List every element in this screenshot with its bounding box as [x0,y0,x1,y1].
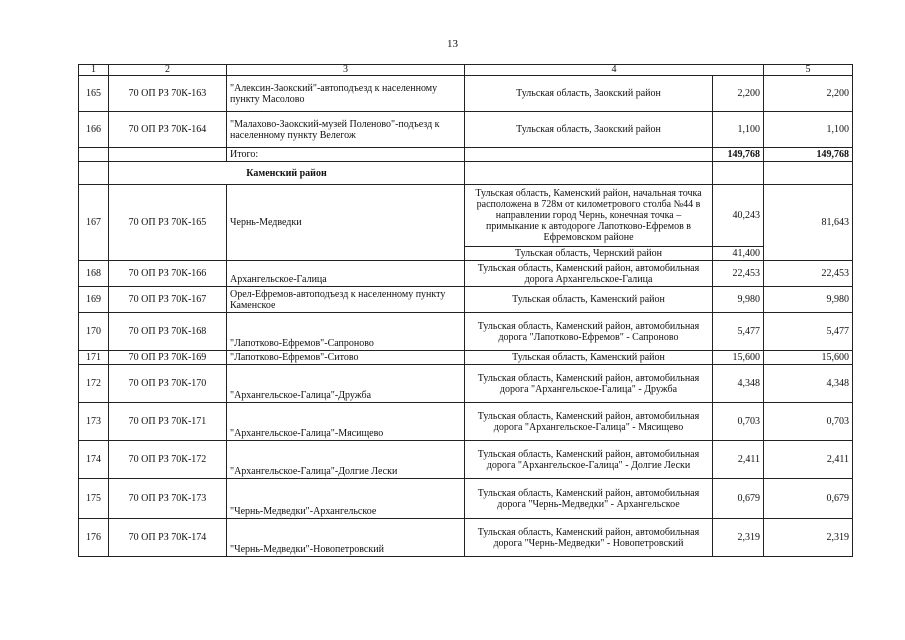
road-code: 70 ОП РЗ 70К-164 [109,112,227,148]
table-row [79,365,853,403]
table-row [79,313,853,351]
row-number: 166 [79,112,109,148]
road-total: 5,477 [764,313,853,351]
row-number: 167 [79,185,109,261]
row-number: 168 [79,261,109,287]
road-code: 70 ОП РЗ 70К-163 [109,76,227,112]
table-row [79,479,853,519]
road-length: 2,411 [713,441,764,479]
row-number: 173 [79,403,109,441]
road-location: Тульская область, Каменский район, автомобильная дорога "Чернь-Медведки" - Новопетровский [465,519,713,557]
road-length: 15,600 [713,351,764,365]
road-code: 70 ОП РЗ 70К-172 [109,441,227,479]
road-length: 41,400 [713,247,764,261]
road-code: 70 ОП РЗ 70К-171 [109,403,227,441]
row-number: 175 [79,479,109,519]
road-code: 70 ОП РЗ 70К-168 [109,313,227,351]
roads-table [78,64,853,557]
road-length: 9,980 [713,287,764,313]
road-name: Архангельское-Галица [227,261,465,287]
road-location: Тульская область, Заокский район [465,112,713,148]
row-number: 171 [79,351,109,365]
road-name: "Чернь-Медведки"-Архангельское [227,479,465,519]
table-row [79,261,853,287]
road-length: 2,319 [713,519,764,557]
road-location: Тульская область, Каменский район, автомобильная дорога "Архангельское-Галица" - Долгие Лески [465,441,713,479]
table-row [79,441,853,479]
subtotal-length: 149,768 [713,148,764,162]
road-location: Тульская область, Чернский район [465,247,713,261]
road-total: 4,348 [764,365,853,403]
road-location: Тульская область, Заокский район [465,76,713,112]
road-total: 0,679 [764,479,853,519]
road-length: 4,348 [713,365,764,403]
table-row [79,351,853,365]
road-code: 70 ОП РЗ 70К-165 [109,185,227,261]
road-total: 2,319 [764,519,853,557]
row-number: 169 [79,287,109,313]
road-length: 5,477 [713,313,764,351]
road-name: "Алексин-Заокский"-автоподъезд к населенному пункту Масолово [227,76,465,112]
road-location: Тульская область, Каменский район, автомобильная дорога Архангельское-Галица [465,261,713,287]
road-code: 70 ОП РЗ 70К-167 [109,287,227,313]
road-location: Тульская область, Каменский район, автомобильная дорога "Архангельское-Галица" - Дружба [465,365,713,403]
road-total: 22,453 [764,261,853,287]
road-code: 70 ОП РЗ 70К-174 [109,519,227,557]
col-header-4: 4 [465,65,764,76]
road-total: 15,600 [764,351,853,365]
section-title: Каменский район [109,162,465,185]
row-number: 172 [79,365,109,403]
row-number: 174 [79,441,109,479]
table-row [79,185,853,247]
road-code: 70 ОП РЗ 70К-173 [109,479,227,519]
road-code: 70 ОП РЗ 70К-170 [109,365,227,403]
road-length: 2,200 [713,76,764,112]
road-name: "Лапотково-Ефремов"-Ситово [227,351,465,365]
section-row [79,162,853,185]
road-location: Тульская область, Каменский район [465,287,713,313]
road-code: 70 ОП РЗ 70К-169 [109,351,227,365]
table-row [79,519,853,557]
road-name: "Архангельское-Галица"-Долгие Лески [227,441,465,479]
column-header-row [79,65,853,76]
subtotal-label: Итого: [227,148,465,162]
col-header-1: 1 [79,65,109,76]
road-length: 1,100 [713,112,764,148]
road-name: Орел-Ефремов-автоподъезд к населенному пункту Каменское [227,287,465,313]
road-total: 9,980 [764,287,853,313]
road-location: Тульская область, Каменский район, автомобильная дорога "Архангельское-Галица" - Мясищево [465,403,713,441]
table-row [79,112,853,148]
row-number: 170 [79,313,109,351]
road-name: "Лапотково-Ефремов"-Сапроново [227,313,465,351]
road-total: 1,100 [764,112,853,148]
road-name: "Архангельское-Галица"-Дружба [227,365,465,403]
page-number: 13 [447,38,458,50]
road-length: 22,453 [713,261,764,287]
road-total: 81,643 [764,185,853,261]
col-header-5: 5 [764,65,853,76]
road-total: 2,411 [764,441,853,479]
road-location: Тульская область, Каменский район, автомобильная дорога "Чернь-Медведки" - Архангельское [465,479,713,519]
subtotal-row [79,148,853,162]
road-name: "Чернь-Медведки"-Новопетровский [227,519,465,557]
road-name: "Архангельское-Галица"-Мясищево [227,403,465,441]
road-length: 0,703 [713,403,764,441]
table-row [79,287,853,313]
road-total: 2,200 [764,76,853,112]
table-row [79,403,853,441]
road-name: "Малахово-Заокский-музей Поленово"-подъезд к населенному пункту Велегож [227,112,465,148]
road-code: 70 ОП РЗ 70К-166 [109,261,227,287]
road-total: 0,703 [764,403,853,441]
subtotal-total: 149,768 [764,148,853,162]
road-location: Тульская область, Каменский район, автомобильная дорога "Лапотково-Ефремов" - Сапроново [465,313,713,351]
road-length: 0,679 [713,479,764,519]
table-row [79,76,853,112]
road-name: Чернь-Медведки [227,185,465,261]
col-header-3: 3 [227,65,465,76]
row-number: 165 [79,76,109,112]
row-number: 176 [79,519,109,557]
road-location: Тульская область, Каменский район, начальная точка расположена в 728м от километрового столба №44 в направлении город Чернь, конечная точка – примыкание к автодороге Лапотково-Ефремов в Ефремовском районе [465,185,713,247]
col-header-2: 2 [109,65,227,76]
road-length: 40,243 [713,185,764,247]
road-location: Тульская область, Каменский район [465,351,713,365]
